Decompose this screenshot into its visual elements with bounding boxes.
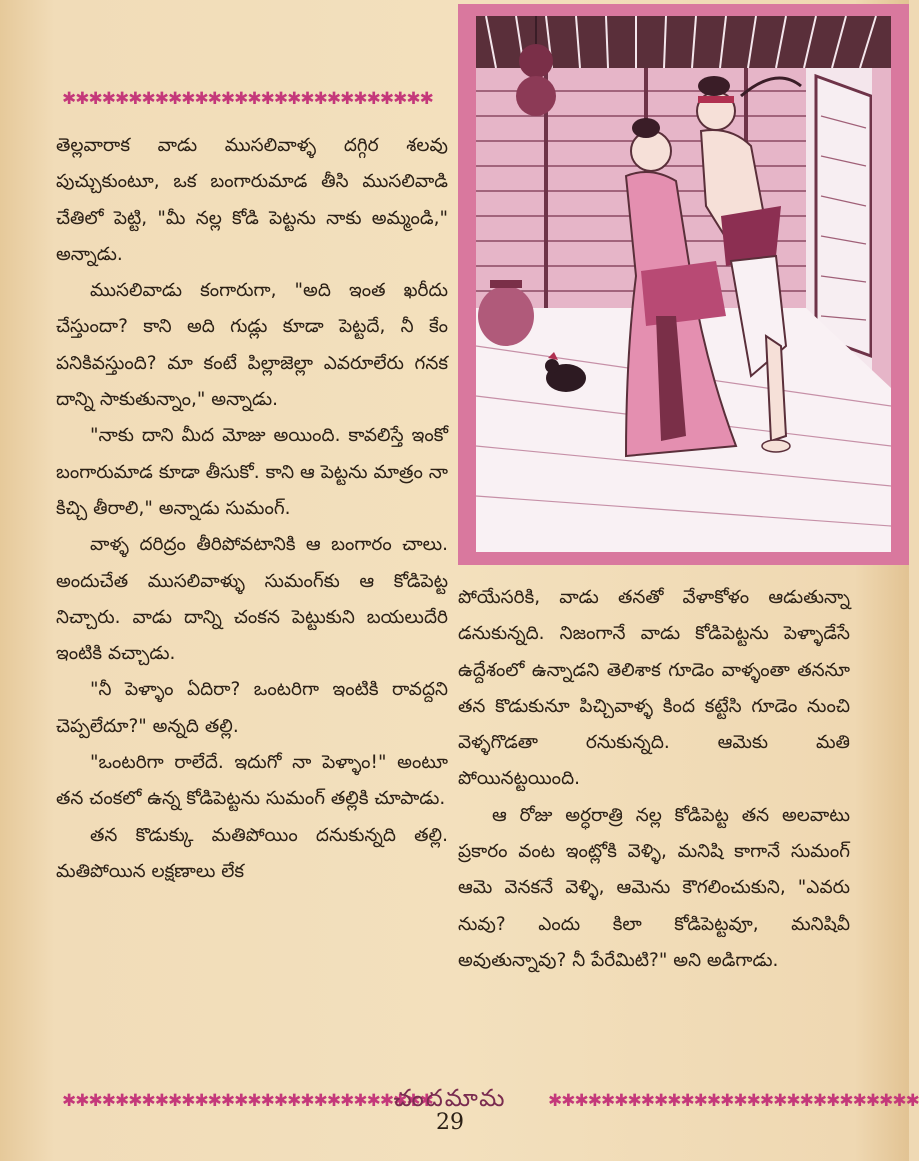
story-illustration [458,4,909,565]
paragraph: "నాకు దాని మీద మోజు అయింది. కావలిస్తే ఇంకో బంగారుమాడ కూడా తీసుకో. కాని ఆ పెట్టను మాత్రం నా కిచ్చి తీరాలి," అన్నాడు సుమంగ్. [56,425,448,519]
magazine-title: చందమామ [393,1084,507,1112]
top-ornament: ✱✱✱✱✱✱✱✱✱✱✱✱✱✱✱✱✱✱✱✱✱✱✱✱✱✱✱✱ [62,89,433,109]
paragraph: వాళ్ళ దరిద్రం తీరిపోవటానికి ఆ బంగారం చాలు. అందుచేత ముసలివాళ్ళు సుమంగ్‌కు ఆ కోడిపెట్ట నిచ్చారు. వాడు దాన్ని చంకన పెట్టుకుని బయలుదేరి ఇంటికి వచ్చాడు. [56,534,448,665]
right-text-column [458,580,850,979]
paragraph: ముసలివాడు కంగారుగా, "అది ఇంత ఖరీదు చేస్తుందా? కాని అది గుడ్లు కూడా పెట్టదే, నీ కేం పనికివస్తుంది? మా కంటే పిల్లాజెల్లా ఎవరూలేరు గనక దాన్ని సాకుతున్నాం," అన్నాడు. [56,280,448,411]
paragraph: ఆ రోజు అర్ధరాత్రి నల్ల కోడిపెట్ట తన అలవాటు ప్రకారం వంట ఇంట్లోకి వెళ్ళి, మనిషి కాగానే సుమంగ్ ఆమె వెనకనే వెళ్ళి, ఆమెను కౌగలించుకుని, "ఎవరు నువు? ఎందు కిలా కోడిపెట్టవూ, మనిషివీ అవుతున్నావు? నీ పేరేమిటి?" అని అడిగాడు. [458,804,850,971]
paragraph: "నీ పెళ్ళాం ఏదిరా? ఒంటరిగా ఇంటికి రావద్దని చెప్పలేదూ?" అన్నది తల్లి. [56,679,448,737]
paragraph: "ఒంటరిగా రాలేదే. ఇదుగో నా పెళ్ళాం!" అంటూ తన చంకలో ఉన్న కోడిపెట్టను సుమంగ్ తల్లికి చూపాడు. [56,752,448,810]
footer-ornament-left: ✱✱✱✱✱✱✱✱✱✱✱✱✱✱✱✱✱✱✱✱✱✱✱✱✱✱✱✱ [62,1091,433,1111]
paragraph: పోయేసరికి, వాడు తనతో వేళాకోళం ఆడుతున్నా డనుకున్నది. నిజంగానే వాడు కోడిపెట్టను పెళ్ళాడేసే ఉద్దేశంలో ఉన్నాడని తెలిశాక గూడెం వాళ్ళంతా తననూ తన కొడుకునూ పిచ్చివాళ్ళ కింద కట్టేసి గూడెం నుంచి వెళ్ళగొడతా రనుకున్నది. ఆమెకు మతి పోయినట్టయింది. [458,587,850,790]
left-text-column [56,128,448,890]
illustration-drawing [476,16,891,552]
paragraph: తన కొడుక్కు మతిపోయిం దనుకున్నది తల్లి. మతిపోయిన లక్షణాలు లేక [56,824,448,882]
footer-ornament-right: ✱✱✱✱✱✱✱✱✱✱✱✱✱✱✱✱✱✱✱✱✱✱✱✱✱✱✱✱ [548,1091,919,1111]
page-number: 29 [436,1110,464,1135]
paragraph: తెల్లవారాక వాడు ముసలివాళ్ళ దగ్గిర శలవు పుచ్చుకుంటూ, ఒక బంగారుమాడ తీసి ముసలివాడి చేతిలో పెట్టి, "మీ నల్ల కోడి పెట్టను నాకు అమ్మండి," అన్నాడు. [56,135,448,265]
